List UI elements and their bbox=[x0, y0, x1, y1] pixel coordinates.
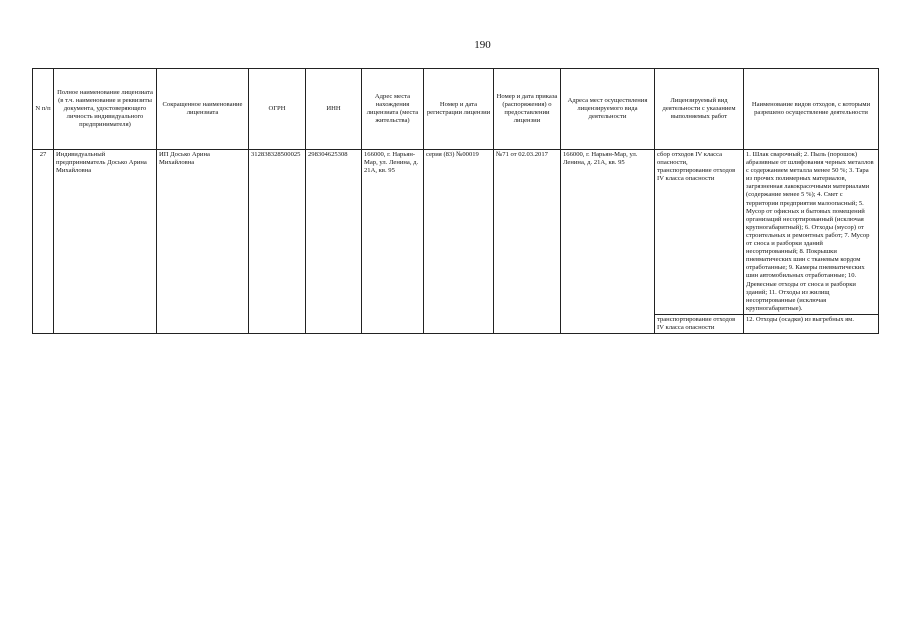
table-row bbox=[33, 150, 879, 315]
cell-activity-kind-collection: сбор отходов IV класса опасности, транспортирование отходов IV класса опасности bbox=[655, 150, 744, 315]
header-num: N п/п bbox=[33, 69, 54, 150]
cell-inn: 298304625308 bbox=[306, 150, 362, 334]
header-registration: Номер и дата регистрации лицензии bbox=[424, 69, 494, 150]
header-activity-address: Адреса мест осуществления лицензируемого вида деятельности bbox=[561, 69, 655, 150]
header-activity-kind: Лицензируемый вид деятельности с указанием выполняемых работ bbox=[655, 69, 744, 150]
cell-activity-address: 166000, г. Нарьян-Мар, ул. Ленина, д. 21А, кв. 95 bbox=[561, 150, 655, 334]
header-ogrn: ОГРН bbox=[249, 69, 306, 150]
cell-order: №71 от 02.03.2017 bbox=[494, 150, 561, 334]
cell-short-name: ИП Досько Арина Михайловна bbox=[157, 150, 249, 334]
cell-waste-list-transport: 12. Отходы (осадки) из выгребных ям. bbox=[744, 314, 879, 333]
header-waste-types: Наименование видов отходов, с которыми разрешено осуществление деятельности bbox=[744, 69, 879, 150]
cell-address: 166000, г. Нарьян-Мар, ул. Ленина, д. 21А, кв. 95 bbox=[362, 150, 424, 334]
header-order: Номер и дата приказа (распоряжения) о предоставлении лицензии bbox=[494, 69, 561, 150]
cell-ogrn: 312838328500025 bbox=[249, 150, 306, 334]
cell-full-name: Индивидуальный предприниматель Досько Арина Михайловна bbox=[54, 150, 157, 334]
license-register-table bbox=[32, 68, 879, 334]
header-short-name: Сокращенное наименование лицензиата bbox=[157, 69, 249, 150]
cell-num: 27 bbox=[33, 150, 54, 334]
page-number: 190 bbox=[474, 39, 491, 51]
cell-activity-kind-transport: транспортирование отходов IV класса опасности bbox=[655, 314, 744, 333]
cell-registration: серия (83) №00019 bbox=[424, 150, 494, 334]
header-full-name: Полное наименование лицензиата (в т.ч. наименование и реквизиты документа, удостоверяющего личность индивидуального предпринимателя) bbox=[54, 69, 157, 150]
cell-waste-list-collection: 1. Шлак сварочный; 2. Пыль (порошок) абразивные от шлифования черных металлов с содержанием металла менее 50 %; 3. Тара из прочих полимерных материалов, загрязненная лакокрасочными материалами (содержание менее 5 %); 4. Смет с территории предприятия малоопасный; 5. Мусор от офисных и бытовых помещений организаций несортированный (исключая крупногабаритный); 6. Отходы (мусор) от строительных и ремонтных работ; 7. Мусор от сноса и разборки зданий несортированный; 8. Покрышки пневматических шин с тканевым кордом отработанные; 9. Камеры пневматических шин автомобильных отработанные; 10. Древесные отходы от сноса и разборки зданий; 11. Отходы из жилищ несортированные (исключая крупногабаритные). bbox=[744, 150, 879, 315]
table-header-row bbox=[33, 69, 879, 150]
header-inn: ИНН bbox=[306, 69, 362, 150]
header-address: Адрес места нахождения лицензиата (места жительства) bbox=[362, 69, 424, 150]
